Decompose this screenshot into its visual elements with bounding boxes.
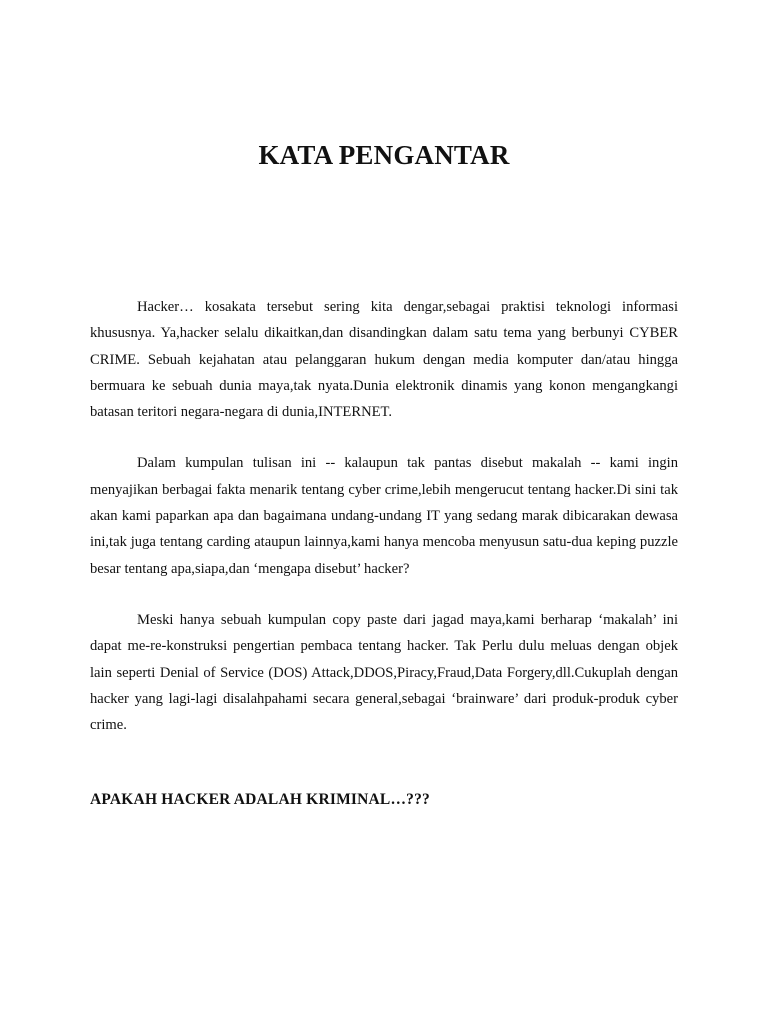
paragraph-2: Dalam kumpulan tulisan ini -- kalaupun tak pantas disebut makalah -- kami ingin menyajikan berbagai fakta menarik tentang cyber crime,lebih mengerucut tentang hacker.Di sini tak akan kami paparkan apa dan bagaimana undang-undang IT yang sedang marak dibicarakan dewasa ini,tak juga tentang carding ataupun lainnya,kami hanya mencoba menyusun satu-dua keping puzzle besar tentang apa,siapa,dan ‘mengapa disebut’ hacker?	[90, 455, 678, 577]
paragraph-1: Hacker… kosakata tersebut sering kita dengar,sebagai praktisi teknologi informasi khususnya. Ya,hacker selalu dikaitkan,dan disandingkan dalam satu tema yang berbunyi CYBER CRIME. Sebuah kejahatan atau pelanggaran hukum dengan media komputer dan/atau hingga bermuara ke sebuah dunia maya,tak nyata.Dunia elektronik dinamis yang konon mengangkangi batasan teritori negara-negara di dunia,INTERNET.	[90, 299, 678, 421]
paragraph-3: Meski hanya sebuah kumpulan copy paste dari jagad maya,kami berharap ‘makalah’ ini dapat me-re-konstruksi pengertian pembaca tentang hacker. Tak Perlu dulu meluas dengan objek lain seperti Denial of Service (DOS) Attack,DDOS,Piracy,Fraud,Data Forgery,dll.Cukuplah dengan hacker yang lagi-lagi disalahpahami secara general,sebagai ‘brainware’ dari produk-produk cyber crime.	[90, 611, 678, 734]
body-text	[90, 294, 678, 763]
section-heading: APAKAH HACKER ADALAH KRIMINAL…???	[90, 791, 431, 808]
page-title: KATA PENGANTAR	[258, 140, 510, 170]
